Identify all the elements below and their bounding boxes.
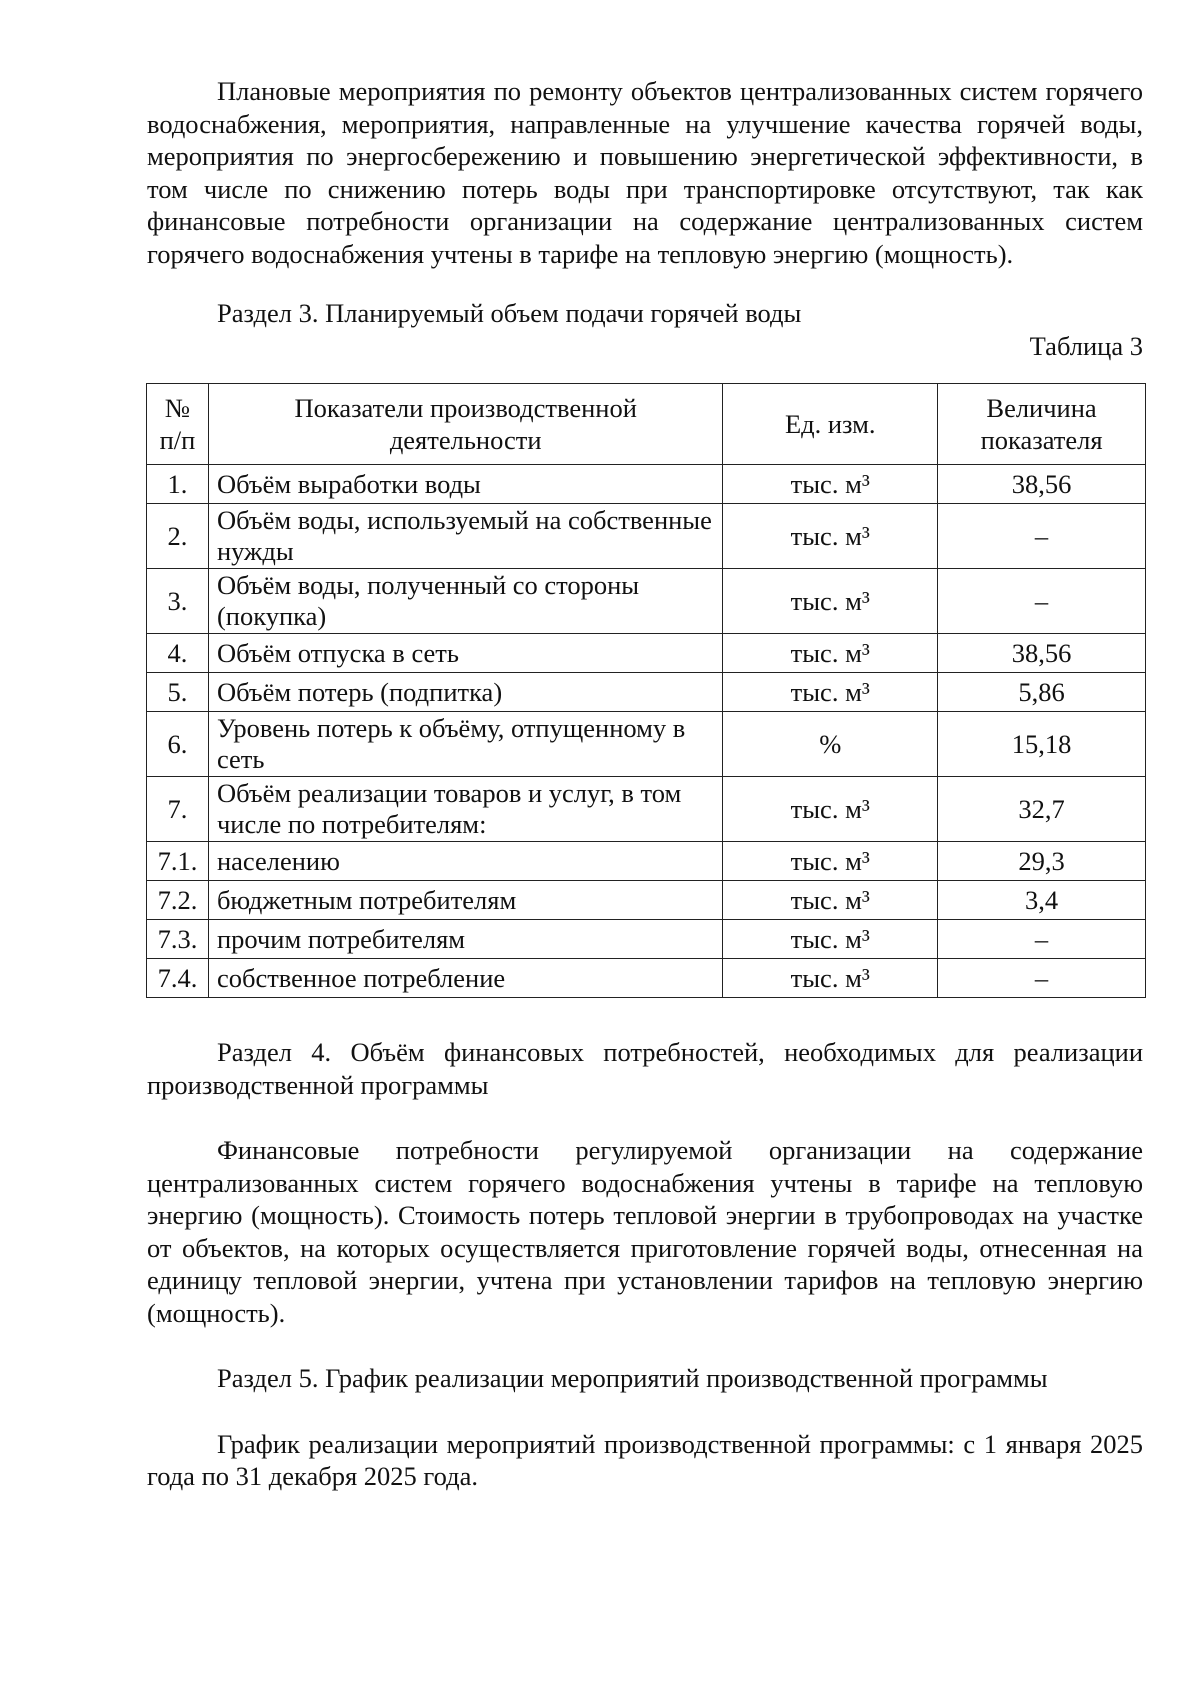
row-indicator: Объём воды, используемый на собственные нужды: [208, 504, 722, 569]
table-caption: Таблица 3: [1029, 330, 1143, 361]
row-value: –: [938, 569, 1146, 634]
row-unit: тыс. м³: [723, 465, 938, 504]
row-unit: тыс. м³: [723, 881, 938, 920]
row-unit: %: [723, 712, 938, 777]
row-indicator: бюджетным потребителям: [208, 881, 722, 920]
row-unit: тыс. м³: [723, 842, 938, 881]
row-value: 38,56: [938, 634, 1146, 673]
table-row: [147, 712, 1146, 777]
row-value: 15,18: [938, 712, 1146, 777]
row-indicator: населению: [208, 842, 722, 881]
table-row: [147, 920, 1146, 959]
row-num: 2.: [147, 504, 209, 569]
table-row: [147, 634, 1146, 673]
section-4-title: Раздел 4. Объём финансовых потребностей, необходимых для реализации производственной программы: [147, 1037, 1143, 1100]
header-num: № п/п: [147, 384, 209, 465]
table-row: [147, 959, 1146, 998]
table-header-row: [147, 384, 1146, 465]
row-indicator: Объём воды, полученный со стороны (покупка): [208, 569, 722, 634]
row-value: 29,3: [938, 842, 1146, 881]
row-num: 4.: [147, 634, 209, 673]
row-unit: тыс. м³: [723, 673, 938, 712]
row-value: –: [938, 504, 1146, 569]
row-num: 7.4.: [147, 959, 209, 998]
row-num: 7.: [147, 777, 209, 842]
row-indicator: Объём потерь (подпитка): [208, 673, 722, 712]
row-num: 3.: [147, 569, 209, 634]
row-num: 6.: [147, 712, 209, 777]
row-value: 3,4: [938, 881, 1146, 920]
table-row: [147, 504, 1146, 569]
row-indicator: Уровень потерь к объёму, отпущенному в сеть: [208, 712, 722, 777]
row-unit: тыс. м³: [723, 634, 938, 673]
row-value: –: [938, 959, 1146, 998]
table-row: [147, 569, 1146, 634]
section-5-title: Раздел 5. График реализации мероприятий производственной программы: [217, 1363, 1048, 1393]
row-unit: тыс. м³: [723, 569, 938, 634]
paragraph-financial-needs: Финансовые потребности регулируемой организации на содержание централизованных систем горячего водоснабжения учтены в тарифе на тепловую энергию (мощность). Стоимость потерь тепловой энергии в трубопроводах на участке от объектов, на которых осуществляется приготовление горячей воды, отнесенная на единицу тепловой энергии, учтена при установлении тарифов на тепловую энергию (мощность).: [147, 1135, 1143, 1328]
header-unit: Ед. изм.: [723, 384, 938, 465]
row-indicator: Объём выработки воды: [208, 465, 722, 504]
row-unit: тыс. м³: [723, 504, 938, 569]
paragraph-planned-measures: Плановые мероприятия по ремонту объектов централизованных систем горячего водоснабжения, мероприятия, направленные на улучшение качества горячей воды, мероприятия по энергосбережению и повышению энергетической эффективности, в том числе по снижению потерь воды при транспортировке отсутствуют, так как финансовые потребности организации на содержание централизованных систем горячего водоснабжения учтены в тарифе на тепловую энергию (мощность).: [147, 76, 1143, 269]
table-row: [147, 842, 1146, 881]
row-num: 7.3.: [147, 920, 209, 959]
row-value: –: [938, 920, 1146, 959]
row-num: 5.: [147, 673, 209, 712]
table-row: [147, 881, 1146, 920]
row-value: 38,56: [938, 465, 1146, 504]
row-num: 1.: [147, 465, 209, 504]
row-indicator: Объём реализации товаров и услуг, в том числе по потребителям:: [208, 777, 722, 842]
row-indicator: Объём отпуска в сеть: [208, 634, 722, 673]
row-unit: тыс. м³: [723, 920, 938, 959]
row-indicator: прочим потребителям: [208, 920, 722, 959]
table-row: [147, 777, 1146, 842]
table-row: [147, 465, 1146, 504]
header-value: Величина показателя: [938, 384, 1146, 465]
row-num: 7.2.: [147, 881, 209, 920]
row-unit: тыс. м³: [723, 959, 938, 998]
row-value: 5,86: [938, 673, 1146, 712]
document-content: [147, 75, 1143, 1493]
row-value: 32,7: [938, 777, 1146, 842]
row-unit: тыс. м³: [723, 777, 938, 842]
hot-water-volume-table: [146, 383, 1146, 998]
row-indicator: собственное потребление: [208, 959, 722, 998]
header-indicator: Показатели производственной деятельности: [208, 384, 722, 465]
table-row: [147, 673, 1146, 712]
paragraph-schedule: График реализации мероприятий производственной программы: с 1 января 2025 года по 31 декабря 2025 года.: [147, 1428, 1143, 1491]
section-3-title: Раздел 3. Планируемый объем подачи горячей воды: [217, 298, 802, 328]
row-num: 7.1.: [147, 842, 209, 881]
